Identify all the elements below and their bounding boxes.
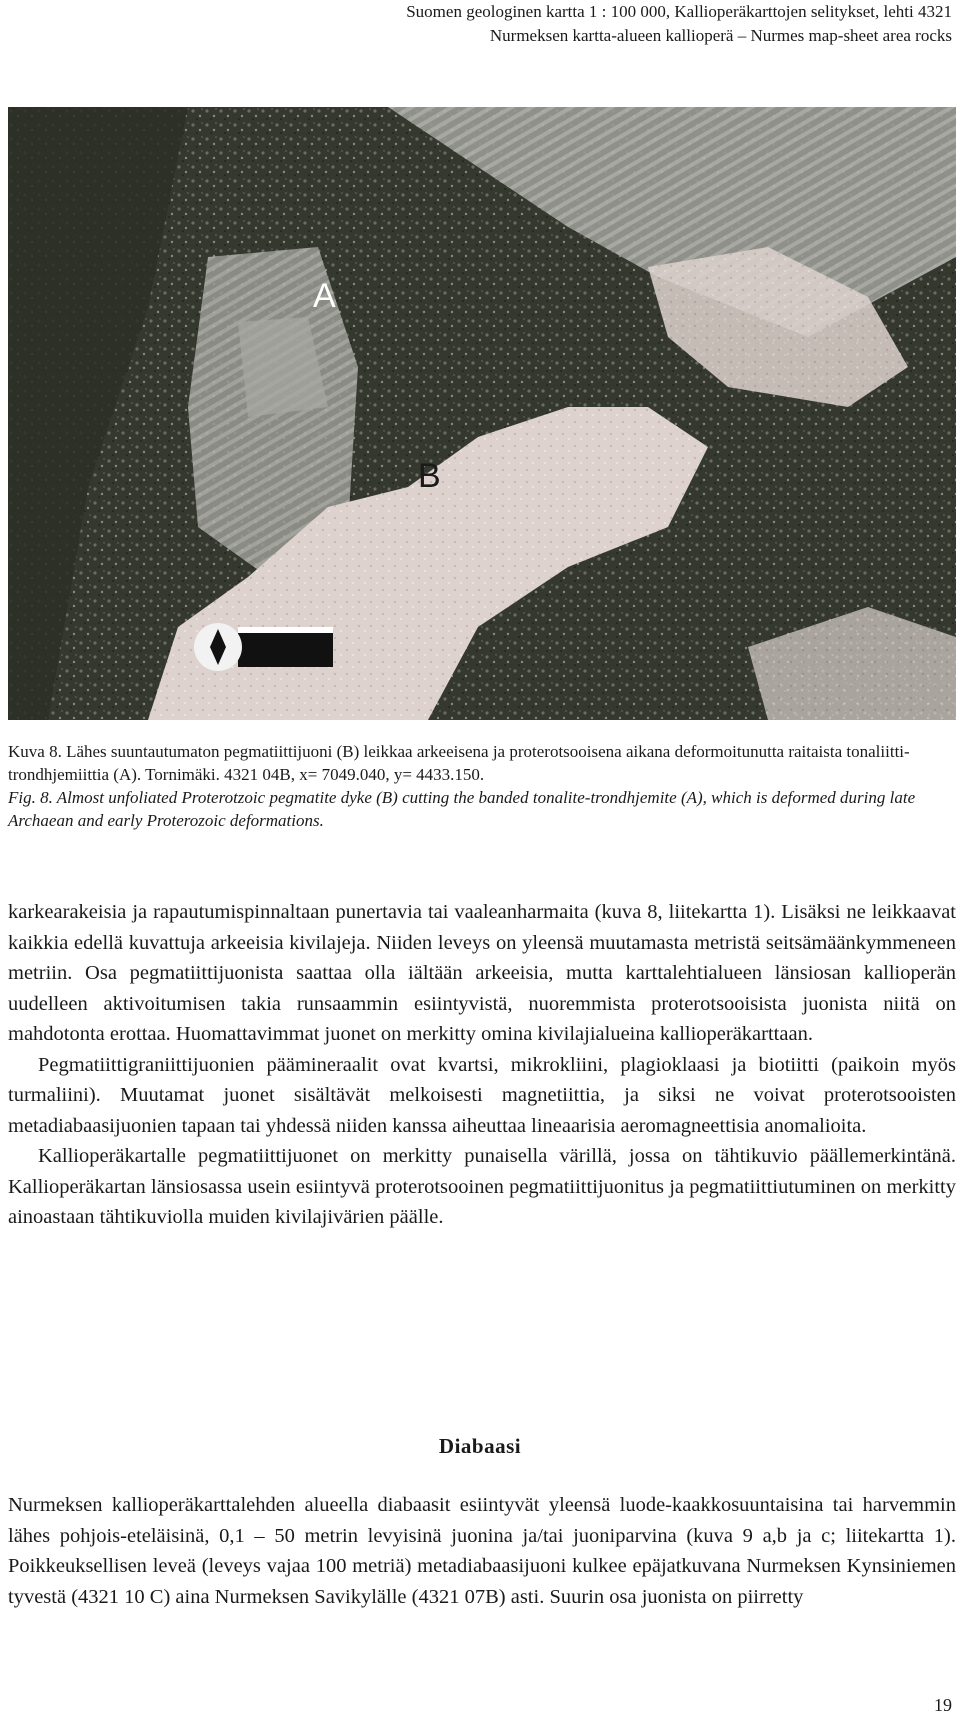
caption-english: Fig. 8. Almost unfoliated Proterotzoic pegmatite dyke (B) cutting the banded tonalite-trondhjemite (A), which is deformed during late Archaean and early Proterozoic deformations. — [8, 788, 916, 830]
header-line-2: Nurmeksen kartta-alueen kallioperä – Nurmes map-sheet area rocks — [489, 26, 952, 45]
paragraph-1: karkearakeisia ja rapautumispinnaltaan punertavia tai vaaleanharmaita (kuva 8, liitekartta 1). Lisäksi ne leikkaavat kaikkia edellä kuvattuja arkeeisia kivilajeja. Niiden leveys on yleensä muutamasta metristä seitsämäänkymmeneen metriin. Osa pegmatiittijuonista saattaa olla iältään arkeeisia, mutta karttalehtialueen länsiosan kallioperän uudelleen aktivoitumisen takia runsaammin esiintyvistä, nuoremmista proterotsooisista juonista niitä on mahdotonta erottaa. Huomattavimmat juonet on merkitty omina kivilajialueina kallioperäkarttaan. — [8, 901, 956, 1045]
section-paragraph: Nurmeksen kallioperäkarttalehden alueella diabaasit esiintyvät yleensä luode-kaakkosuuntaisina tai harvemmin lähes pohjois-eteläisinä, 0,1 – 50 metrin levyisinä juonina ja/tai juoniparvina (kuva 9 a,b ja c; liitekartta 1). Poikkeuksellisen leveä (leveys vajaa 100 metriä) metadiabaasijuoni kulkee epäjatkuvana Nurmeksen Kynsiniemen tyvestä (4321 10 C) aina Nurmeksen Savikylälle (4321 07B) asti. Suurin osa juonista on piirretty — [8, 1494, 956, 1608]
paragraph-2: Pegmatiittigraniittijuonien päämineraalit ovat kvartsi, mikrokliini, plagioklaasi ja biotiitti (paikoin myös turmaliini). Muutamat juonet sisältävät melkoisesti magnetiittia, ja siksi ne voivat proterotsooisten metadiabaasijuonien tapaan tai yhdessä niiden kanssa aiheuttaa lineaarisia aeromagneettisia anomalioita. — [8, 1053, 956, 1137]
figure-caption — [8, 740, 956, 832]
body-text — [8, 897, 956, 1233]
photo-label-a: A — [313, 277, 336, 315]
caption-finnish: Kuva 8. Lähes suuntautumaton pegmatiittijuoni (B) leikkaa arkeeisena ja proterotsooisena aikana deformoitunutta raitaista tonaliitti-trondhjemiittia (A). Tornimäki. 4321 04B, x= 7049.040, y= 4433.150. — [8, 742, 910, 784]
section-heading: Diabaasi — [438, 1434, 522, 1458]
outcrop-photo — [8, 107, 956, 720]
page-number: 19 — [934, 1695, 952, 1715]
running-header — [52, 0, 952, 48]
paragraph-3: Kallioperäkartalle pegmatiittijuonet on merkitty punaisella värillä, jossa on tähtikuvio päällemerkintänä. Kallioperäkartan länsiosassa usein esiintyvä proterotsooinen pegmatiittijuonitus ja pegmatiittiutuminen on merkitty ainoastaan tähtikuviolla muiden kivilajivärien päälle. — [8, 1145, 956, 1228]
photo-label-b: B — [418, 457, 441, 495]
section-body — [8, 1490, 956, 1612]
header-line-1: Suomen geologinen kartta 1 : 100 000, Kallioperäkarttojen selitykset, lehti 4321 — [406, 2, 952, 21]
